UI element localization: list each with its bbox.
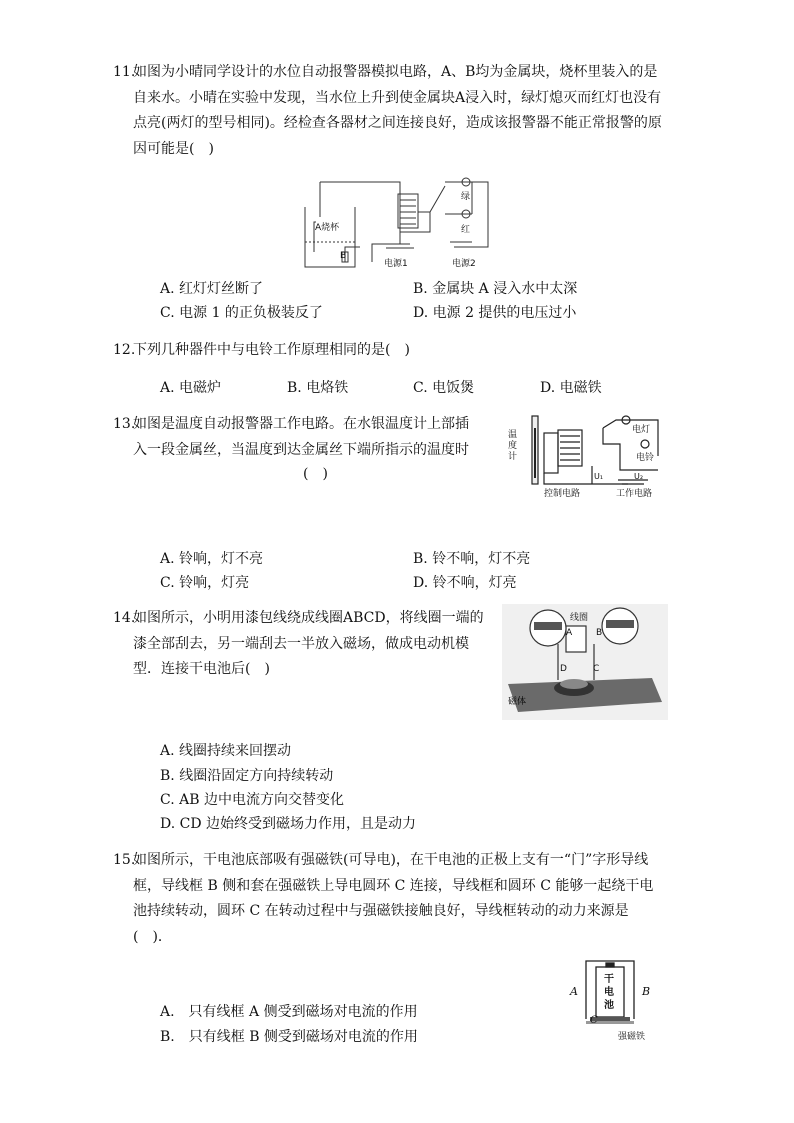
q12-option-b: B. 电烙铁 (287, 380, 349, 396)
q14-option-c: C. AB 边中电流方向交替变化 (160, 792, 344, 808)
q15-figure-battery (566, 957, 662, 1045)
q14-option-a: A. 线圈持续来回摆动 (160, 743, 292, 759)
q14-figure-motor (502, 604, 668, 720)
q13-figure-circuit (508, 408, 668, 498)
q11-option-a: A. 红灯灯丝断了 (160, 281, 264, 297)
q11-option-b: B. 金属块 A 浸入水中太深 (413, 281, 578, 297)
q14-option-d: D. CD 边始终受到磁场力作用，且是动力 (160, 816, 417, 832)
q13-option-a: A. 铃响，灯不亮 (160, 551, 264, 567)
q12-option-c: C. 电饭煲 (413, 380, 475, 396)
q14-b-label: B (596, 628, 603, 638)
question-14 (113, 606, 489, 683)
q12-option-a: A. 电磁炉 (160, 380, 222, 396)
q11-block-b-label: B (340, 251, 347, 261)
q14-d-label: D (560, 664, 567, 674)
question-stem: 如图为小晴同学设计的水位自动报警器模拟电路，A、B均为金属块，烧杯里装入的是自来水。小晴在实验中发现，当水位上升到使金属块A浸入时，绿灯熄灭而红灯也没有点亮(两灯的型号相同)。经检查各器材之间连接良好，造成该报警器不能正常报警的原因可能是( ) (133, 64, 662, 157)
question-stem: 如图所示，干电池底部吸有强磁铁(可导电)，在干电池的正极上支有一“门”字形导线框，导线框 B 侧和套在强磁铁上导电圆环 C 连接，导线框和圆环 C 能够一起绕干电池持续转动，圆环 C 在转动过程中与强磁铁接触良好，导线框转动的动力来源是( )． (133, 852, 654, 945)
q14-a-label: A (566, 628, 573, 638)
q13-option-d: D. 铃不响，灯亮 (413, 575, 517, 591)
question-number: 11. (113, 64, 136, 80)
q13-answer-paren: ( ) (303, 466, 328, 482)
question-stem: 如图是温度自动报警器工作电路。在水银温度计上部插入一段金属丝，当温度到达金属丝下端所指示的温度时 (133, 416, 469, 458)
q11-source-2-label: 电源2 (452, 259, 476, 269)
q11-figure-circuit (300, 172, 500, 272)
question-13 (113, 412, 476, 463)
question-11 (113, 60, 663, 162)
q13-thermometer-label: 温度计 (508, 430, 518, 462)
q13-lamp-label: 电灯 (632, 425, 651, 435)
q15-b-label: B (642, 985, 651, 998)
question-number: 13. (113, 416, 136, 432)
q15-battery-label: 干电池 (604, 974, 614, 1011)
q13-bell-label: 电铃 (636, 453, 655, 463)
question-number: 12. (113, 342, 136, 358)
question-12 (113, 338, 663, 364)
q15-c-label: C (590, 1015, 598, 1026)
q12-option-d: D. 电磁铁 (540, 380, 602, 396)
q14-magnet-label: 磁体 (508, 697, 527, 707)
q15-option-b: B. 只有线框 B 侧受到磁场对电流的作用 (160, 1029, 418, 1045)
q14-option-b: B. 线圈沿固定方向持续转动 (160, 768, 334, 784)
q15-a-label: A (570, 985, 578, 998)
q15-magnet-label: 强磁铁 (618, 1032, 646, 1042)
q11-option-c: C. 电源 1 的正负极装反了 (160, 305, 323, 321)
q13-option-c: C. 铃响，灯亮 (160, 575, 250, 591)
q13-work-circuit-label: 工作电路 (616, 489, 653, 499)
q11-green-lamp-label: 绿 (461, 192, 471, 202)
q11-source-1-label: 电源1 (384, 259, 408, 269)
question-15 (113, 848, 663, 950)
q14-c-label: C (593, 664, 600, 674)
q11-red-lamp-label: 红 (461, 225, 471, 235)
q11-option-d: D. 电源 2 提供的电压过小 (413, 305, 577, 321)
question-stem: 下列几种器件中与电铃工作原理相同的是( ) (133, 342, 410, 358)
q11-beaker-label: A烧杯 (315, 223, 340, 233)
q13-u2-label: U₂ (634, 472, 644, 481)
q13-control-circuit-label: 控制电路 (544, 489, 581, 499)
q13-u1-label: U₁ (594, 472, 604, 481)
q14-coil-label: 线圈 (570, 613, 589, 623)
question-number: 14. (113, 610, 136, 626)
q13-option-b: B. 铃不响，灯不亮 (413, 551, 531, 567)
question-stem: 如图所示，小明用漆包线绕成线圈ABCD，将线圈一端的漆全部刮去，另一端刮去一半放入磁场，做成电动机模型．连接干电池后( ) (133, 610, 484, 677)
q15-option-a: A. 只有线框 A 侧受到磁场对电流的作用 (160, 1004, 418, 1020)
question-number: 15. (113, 852, 136, 868)
